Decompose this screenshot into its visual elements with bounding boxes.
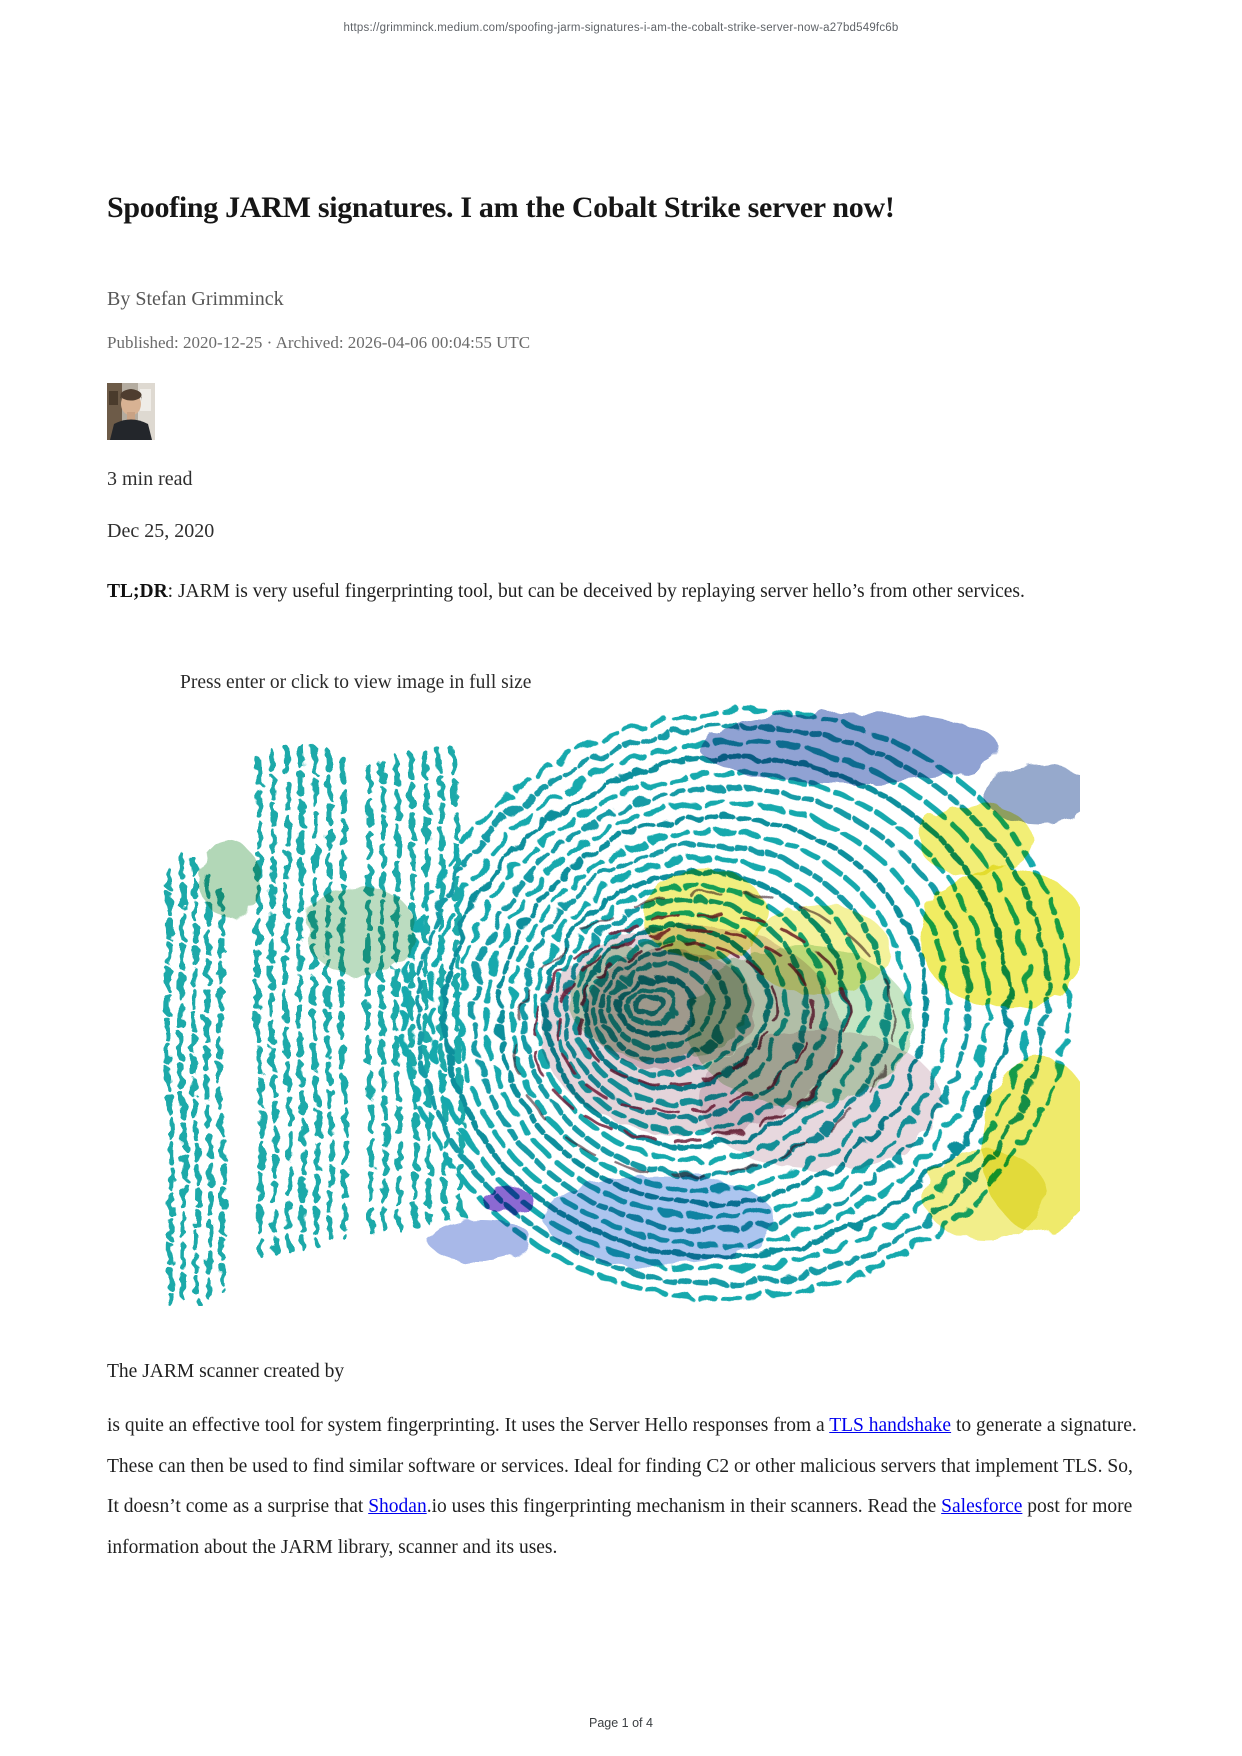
page-url: https://grimminck.medium.com/spoofing-jarm-signatures-i-am-the-cobalt-strike-server-now-a27bd549fc6b (343, 22, 899, 34)
publish-date: Dec 25, 2020 (107, 520, 215, 542)
main-paragraph-text-2: to generate a signature. These can then be used to find similar software or services. Ideal for finding C2 or other malicious servers that implement TLS. So, It doesn’t come as a surprise that (107, 1415, 1137, 1517)
fingerprint-image[interactable] (160, 700, 1080, 1306)
tldr-paragraph (107, 572, 1145, 613)
link-tls-handshake[interactable]: TLS handshake (829, 1415, 952, 1436)
published-line: Published: 2020-12-25 · Archived: 2026-04-06 00:04:55 UTC (107, 333, 531, 352)
main-paragraph-text-4: post for more information about the JARM library, scanner and its uses. (107, 1496, 1133, 1558)
main-paragraph-text-3: .io uses this fingerprinting mechanism in their scanners. Read the (426, 1496, 942, 1517)
link-salesforce[interactable]: Salesforce (941, 1496, 1023, 1517)
author-avatar (107, 383, 155, 440)
intro-paragraph: The JARM scanner created by (107, 1361, 345, 1382)
main-paragraph-text-1: is quite an effective tool for system fingerprinting. It uses the Server Hello responses from a (107, 1415, 830, 1436)
tldr-label: TL;DR (107, 581, 168, 602)
tldr-text: : JARM is very useful fingerprinting tool, but can be deceived by replaying server hello’s from other services. (167, 581, 1025, 602)
link-shodan[interactable]: Shodan (368, 1496, 427, 1517)
image-caption: Press enter or click to view image in full size (180, 672, 532, 693)
article-title: Spoofing JARM signatures. I am the Cobalt Strike server now! (107, 191, 895, 224)
author-avatar-image (107, 383, 155, 440)
byline: By Stefan Grimminck (107, 288, 284, 310)
page-number: Page 1 of 4 (589, 1716, 653, 1730)
main-paragraph (107, 1406, 1145, 1568)
read-time: 3 min read (107, 468, 193, 490)
